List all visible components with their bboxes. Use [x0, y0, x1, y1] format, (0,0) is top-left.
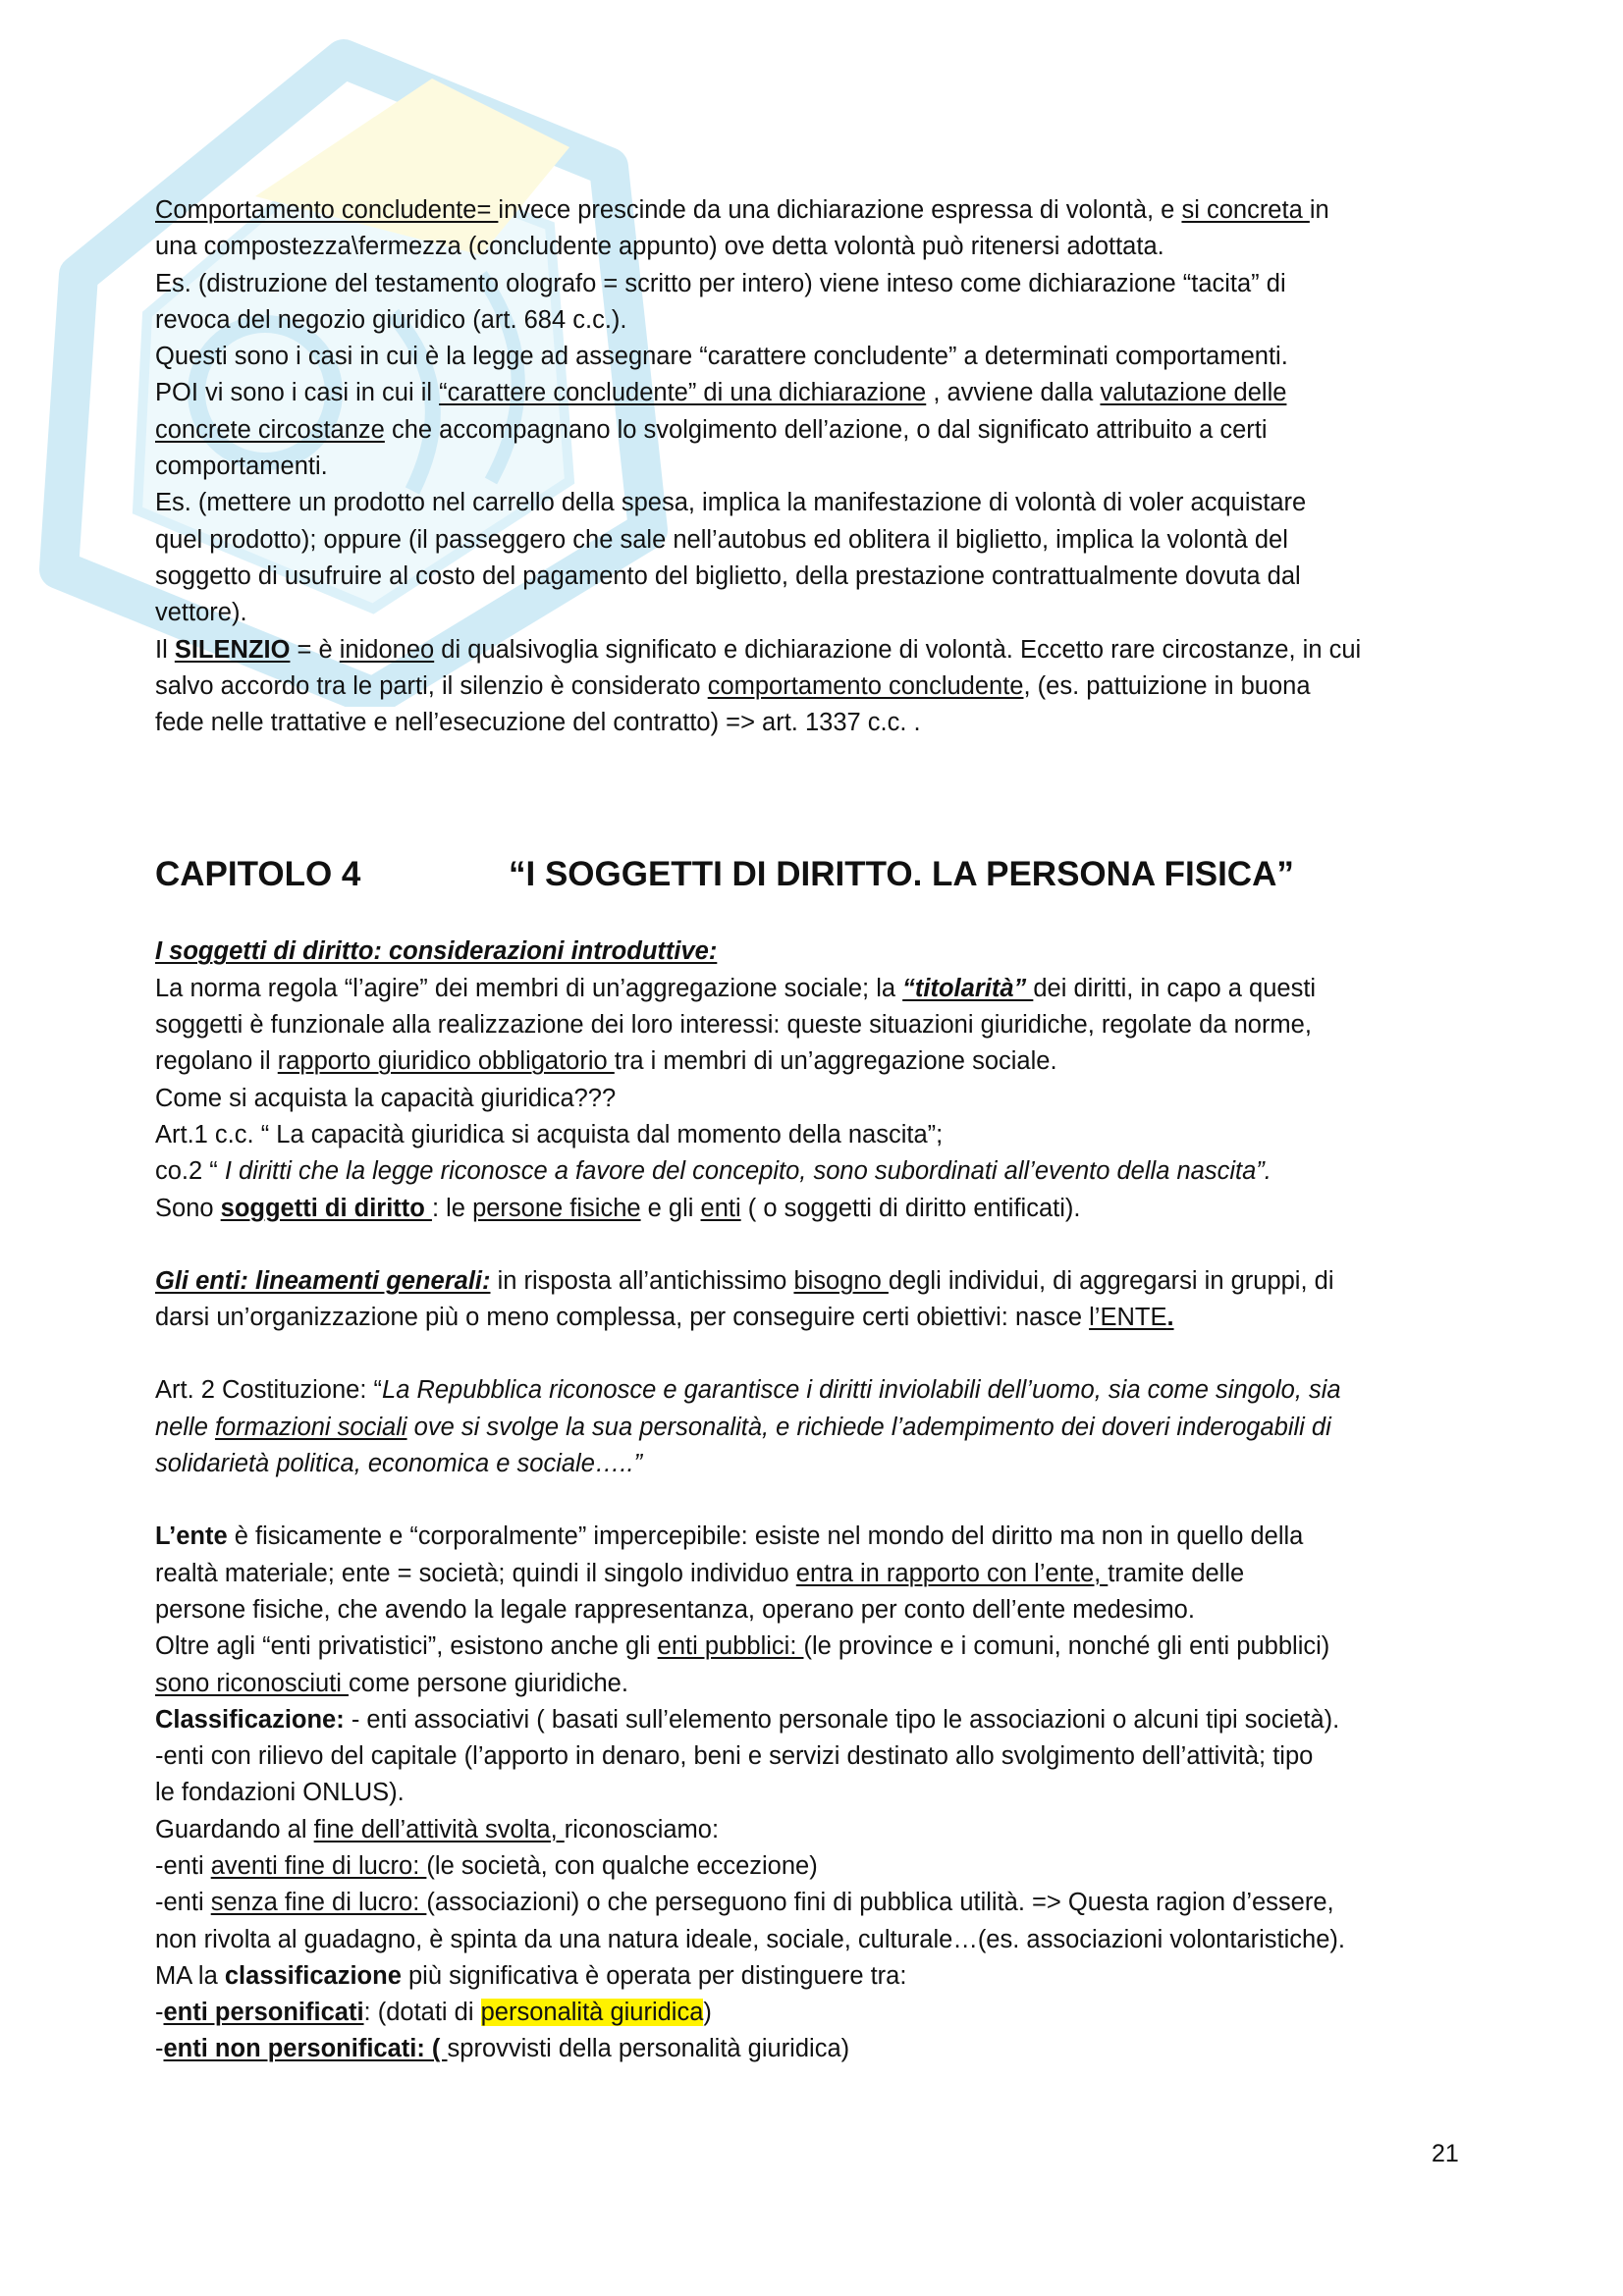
text-span: classificazione — [224, 1961, 402, 1990]
chapter-number: CAPITOLO 4 — [155, 855, 361, 894]
text-span: comportamento concludente — [707, 671, 1024, 700]
paragraph-line: -enti con rilievo del capitale (l’apporto in denaro, beni e servizi destinato allo svolgimento dell’attività; tipo — [155, 1742, 1314, 1771]
paragraph-line — [155, 1372, 1481, 1409]
paragraph-line — [155, 1556, 1481, 1592]
paragraph-line — [155, 1666, 1481, 1702]
text-span: I diritti che la legge riconosce a favore del concepito, sono subordinati all’evento della nascita”. — [224, 1157, 1271, 1186]
paragraph-line — [155, 668, 1481, 705]
text-span: - — [155, 1999, 164, 2027]
paragraph-line — [155, 632, 1481, 668]
text-span: - enti associativi ( basati sull’elemento personale tipo le associazioni o alcuni tipi società). — [344, 1705, 1340, 1734]
text-span: riconosciamo: — [564, 1815, 720, 1843]
text-span: che accompagnano lo svolgimento dell’azione, o dal significato attribuito a certi — [384, 415, 1268, 444]
paragraph-line: le fondazioni ONLUS). — [155, 1779, 405, 1807]
paragraph-line — [155, 2031, 1481, 2067]
text-span: enti pubblici: — [657, 1632, 804, 1661]
text-span: di qualsivoglia significato e dichiarazione di volontà. Eccetto rare circostanze, in cui — [434, 635, 1362, 664]
text-span: Sono — [155, 1194, 221, 1222]
paragraph-line: persone fisiche, che avendo la legale rappresentanza, operano per conto dell’ente medesimo. — [155, 1595, 1195, 1624]
chapter-heading — [155, 851, 1481, 898]
text-span: valutazione delle — [1100, 379, 1287, 407]
text-span: (le società, con qualche eccezione) — [426, 1851, 818, 1880]
text-span: formazioni sociali — [214, 1413, 407, 1441]
paragraph-line: non rivolta al guadagno, è spinta da una natura ideale, sociale, culturale…(es. associazioni volontaristiche). — [155, 1925, 1345, 1953]
text-span: = è — [290, 635, 340, 664]
paragraph-line: vettore). — [155, 599, 247, 627]
text-span: , avviene dalla — [926, 379, 1101, 407]
text-span: L’ente — [155, 1522, 228, 1551]
paragraph-line — [155, 1153, 1481, 1190]
paragraph-line — [155, 971, 1481, 1007]
paragraph-line — [155, 1995, 1481, 2031]
text-span: inidoneo — [339, 635, 435, 664]
text-span: La Repubblica riconosce e garantisce i diritti inviolabili dell’uomo, sia come singolo, sia — [382, 1376, 1341, 1405]
text-span: tramite delle — [1108, 1559, 1245, 1587]
text-span: bisogno — [793, 1266, 889, 1295]
paragraph-line — [155, 1958, 1481, 1995]
text-span: sono riconosciuti — [155, 1669, 350, 1697]
spacer — [155, 1227, 1481, 1263]
text-span: entra in rapporto con l’ente, — [795, 1559, 1109, 1587]
paragraph-line — [155, 1300, 1481, 1336]
text-span: “titolarità” — [902, 974, 1034, 1002]
paragraph-line: quel prodotto); oppure (il passeggero che sale nell’autobus ed oblitera il biglietto, implica la volontà del — [155, 525, 1288, 554]
text-span: nelle — [155, 1413, 215, 1441]
text-span: rapporto giuridico obbligatorio — [277, 1047, 615, 1076]
paragraph-line — [155, 1263, 1481, 1300]
text-span: ) — [703, 1999, 712, 2027]
section-heading: I soggetti di diritto: considerazioni introduttive: — [155, 937, 718, 966]
text-span: enti — [700, 1194, 741, 1222]
paragraph-line — [155, 1885, 1481, 1921]
text-span: tra i membri di un’aggregazione sociale. — [614, 1047, 1057, 1076]
paragraph-line — [155, 1812, 1481, 1848]
text-span: : le — [431, 1194, 473, 1222]
paragraph-line: Come si acquista la capacità giuridica??? — [155, 1084, 617, 1112]
paragraph-line: fede nelle trattative e nell’esecuzione del contratto) => art. 1337 c.c. . — [155, 709, 921, 737]
paragraph-line: comportamenti. — [155, 453, 328, 481]
term-comportamento-concludente: Comportamento concludente= — [155, 196, 499, 224]
paragraph-line: Questi sono i casi in cui è la legge ad assegnare “carattere concludente” a determinati comportamenti. — [155, 343, 1288, 371]
paragraph-line: Es. (mettere un prodotto nel carrello della spesa, implica la manifestazione di volontà di voler acquistare — [155, 489, 1307, 517]
text-span: dei diritti, in capo a questi — [1033, 974, 1317, 1002]
text-span: ( o soggetti di diritto entificati). — [740, 1194, 1081, 1222]
paragraph-line — [155, 1191, 1481, 1227]
text-span: Art. 2 Costituzione: “ — [155, 1376, 383, 1405]
paragraph-line: soggetti è funzionale alla realizzazione dei loro interessi: queste situazioni giuridiche, regolate da norme, — [155, 1011, 1312, 1040]
paragraph-line — [155, 1519, 1481, 1555]
text-span: in — [1309, 196, 1329, 224]
section-heading: Gli enti: lineamenti generali: — [155, 1266, 491, 1295]
text-span: (le province e i comuni, nonché gli enti pubblici) — [803, 1632, 1330, 1661]
paragraph-line: Es. (distruzione del testamento olografo = scritto per intero) viene inteso come dichiarazione “tacita” di — [155, 269, 1286, 297]
text-span: concrete circostanze — [155, 415, 385, 444]
text-span: . — [1166, 1304, 1174, 1332]
text-span: Classificazione: — [155, 1705, 345, 1734]
text-span: darsi un’organizzazione più o meno complessa, per conseguire certi obiettivi: nasce — [155, 1304, 1090, 1332]
document-page — [155, 192, 1481, 2068]
paragraph-line — [155, 412, 1481, 449]
text-span: , (es. pattuizione in buona — [1023, 671, 1311, 700]
text-span: invece prescinde da una dichiarazione espressa di volontà, e — [498, 196, 1182, 224]
text-span: e gli — [640, 1194, 701, 1222]
text-span: ove si svolge la sua personalità, e richiede l’adempimento dei doveri inderogabili di — [406, 1413, 1331, 1441]
text-span: POI vi sono i casi in cui il — [155, 379, 440, 407]
text-span: enti personificati — [163, 1999, 364, 2027]
text-span: sprovvisti della personalità giuridica) — [447, 2035, 850, 2063]
text-span: MA la — [155, 1961, 225, 1990]
spacer — [155, 1482, 1481, 1519]
text-span: Guardando al — [155, 1815, 314, 1843]
text-span: co.2 “ — [155, 1157, 225, 1186]
paragraph-line — [155, 1702, 1481, 1738]
paragraph-line: soggetto di usufruire al costo del pagamento del biglietto, della prestazione contrattualmente dovuta dal — [155, 561, 1301, 590]
paragraph-line — [155, 1629, 1481, 1665]
paragraph-line — [155, 1043, 1481, 1080]
highlighted-term: personalità giuridica — [480, 1999, 704, 2027]
text-span: si concreta — [1181, 196, 1310, 224]
text-span: SILENZIO — [174, 635, 291, 664]
text-span: salvo accordo tra le parti, il silenzio è considerato — [155, 671, 708, 700]
text-span: come persone giuridiche. — [349, 1669, 628, 1697]
spacer — [155, 1336, 1481, 1372]
text-span: - — [155, 2035, 164, 2063]
text-span: Il — [155, 635, 175, 664]
text-span: persone fisiche — [472, 1194, 641, 1222]
paragraph-line — [155, 1848, 1481, 1885]
text-span: (associazioni) o che perseguono fini di pubblica utilità. => Questa ragion d’essere, — [426, 1889, 1334, 1917]
page-number: 21 — [1432, 2140, 1459, 2167]
text-span: l’ENTE — [1089, 1304, 1167, 1332]
text-span: -enti — [155, 1851, 211, 1880]
text-span: in risposta all’antichissimo — [490, 1266, 794, 1295]
chapter-title: “I SOGGETTI DI DIRITTO. LA PERSONA FISICA” — [509, 855, 1294, 894]
text-span: enti non personificati: ( — [163, 2035, 448, 2063]
paragraph-line — [155, 375, 1481, 411]
text-span: soggetti di diritto — [220, 1194, 432, 1222]
text-span: -enti — [155, 1889, 211, 1917]
text-span: aventi fine di lucro: — [210, 1851, 427, 1880]
text-span: più significativa è operata per distinguere tra: — [401, 1961, 907, 1990]
text-span: La norma regola “l’agire” dei membri di un’aggregazione sociale; la — [155, 974, 903, 1002]
text-span: senza fine di lucro: — [210, 1889, 427, 1917]
spacer — [155, 741, 1481, 851]
paragraph-line: revoca del negozio giuridico (art. 684 c.c.). — [155, 305, 627, 334]
text-span: “carattere concludente” di una dichiarazione — [439, 379, 927, 407]
paragraph-line — [155, 1410, 1481, 1446]
paragraph-line: solidarietà politica, economica e sociale…..” — [155, 1450, 643, 1478]
paragraph-line: Art.1 c.c. “ La capacità giuridica si acquista dal momento della nascita”; — [155, 1120, 944, 1148]
paragraph-line — [155, 192, 1481, 229]
text-span: degli individui, di aggregarsi in gruppi, di — [888, 1266, 1334, 1295]
paragraph-line: una compostezza\fermezza (concludente appunto) ove detta volontà può ritenersi adottata. — [155, 233, 1164, 261]
text-span: fine dell’attività svolta, — [313, 1815, 565, 1843]
text-span: realtà materiale; ente = società; quindi il singolo individuo — [155, 1559, 796, 1587]
text-span: Oltre agli “enti privatistici”, esistono anche gli — [155, 1632, 658, 1661]
text-span: : (dotati di — [363, 1999, 481, 2027]
text-span: regolano il — [155, 1047, 278, 1076]
text-span: è fisicamente e “corporalmente” impercepibile: esiste nel mondo del diritto ma non in quello della — [227, 1522, 1304, 1551]
